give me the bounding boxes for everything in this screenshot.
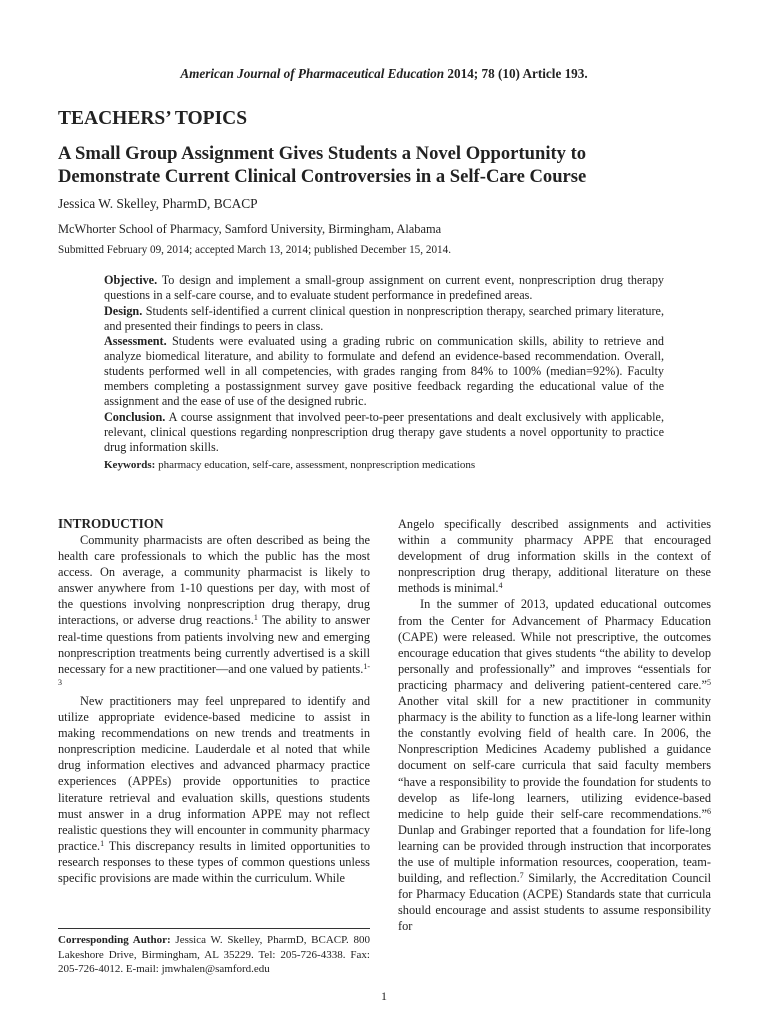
journal-citation: 2014; 78 (10) Article 193.	[447, 66, 588, 81]
title-line-2: Demonstrate Current Clinical Controversies in a Self-Care Course	[58, 166, 587, 187]
abstract-objective	[104, 273, 664, 303]
introduction-heading: INTRODUCTION	[58, 516, 164, 531]
right-p2-text-b: Another vital skill for a new practitioner in community pharmacy is the ability to function as a life-long learner within the constantly evolving field of health care. In 2006, the Nonprescription Medicines Academy published a guidance document on self-care curricula that said faculty members “have a responsibility to provide the foundation for students to develop as life-long learners, utilizing evidence-based medicine to help guide their self-care recommendations.”	[398, 694, 711, 821]
citation-ref: 1	[253, 613, 258, 623]
intro-p2-text-a: New practitioners may feel unprepared to identify and utilize appropriate evidence-based medicine to assist in making recommendations on new trends and treatments in nonprescription medicine. Lauderdale et al noted that while drug information electives and advanced pharmacy practice experiences (APPEs) provide opportunities to practice literature retrieval and evaluation skills, questions students must answer in a drug information APPE may not reflect realistic questions they will encounter in community pharmacy practice.	[58, 693, 370, 853]
right-column	[398, 516, 711, 934]
keywords-text: pharmacy education, self-care, assessment, nonprescription medications	[158, 458, 476, 471]
right-paragraph-1	[398, 516, 711, 596]
affiliation: McWhorter School of Pharmacy, Samford University, Birmingham, Alabama	[58, 222, 442, 236]
journal-header	[0, 66, 768, 82]
right-paragraph-2	[398, 596, 711, 934]
design-label: Design.	[104, 303, 143, 318]
conclusion-label: Conclusion.	[104, 409, 166, 424]
right-p2-text-c: Dunlap and Grabinger reported that a foundation for life-long learning can be provided through instruction that incorporates the use of multiple information resources, cooperation, team-building, and reflection.	[398, 822, 711, 886]
right-p1-text: Angelo specifically described assignments and activities within a community pharmacy APPE that encouraged development of drug information skills in the context of nonprescription drug therapy, additional literature on these methods is minimal.	[398, 517, 711, 596]
footnote-divider	[58, 928, 370, 929]
design-text: Students self-identified a current clinical question in nonprescription therapy, searched primary literature, and presented their findings to peers in class.	[104, 303, 665, 333]
footnote-label: Corresponding Author:	[58, 934, 171, 946]
intro-paragraph-1	[58, 532, 370, 693]
right-p2-text-d: Similarly, the Accreditation Council for Pharmacy Education (ACPE) Standards state that curricula should encourage and assist students to assume responsibility for	[398, 871, 711, 934]
conclusion-text: A course assignment that involved peer-to-peer presentations and dealt exclusively with applicable, relevant, clinical questions regarding nonprescription drug therapy gave students a novel opportunity to practice drug information skills.	[104, 409, 664, 454]
citation-ref: 4	[498, 581, 503, 591]
footnote-text: Jessica W. Skelley, PharmD, BCACP. 800 Lakeshore Drive, Birmingham, AL 35229. Tel: 205-726-4338. Fax: 205-726-4012. E-mail: jmwhalen@samford.edu	[58, 934, 371, 975]
abstract-design	[104, 304, 664, 334]
left-column	[58, 516, 370, 886]
objective-label: Objective.	[104, 273, 158, 287]
intro-p1-text-b: The ability to answer real-time questions from patients involving new and emerging nonprescription treatments being currently advertised is a skill necessary for a new practitioner—and one valued by patients.	[58, 613, 370, 676]
corresponding-author-footnote	[58, 933, 370, 977]
intro-p1-text-a: Community pharmacists are often described as being the health care professionals to which the public has the most access. On average, a community pharmacist is likely to answer anywhere from 1-10 questions per day, with most of the questions involving nonprescription drug therapy, drug interactions, or adverse drug reactions.	[58, 533, 370, 628]
abstract-assessment	[104, 334, 664, 409]
keywords-label: Keywords:	[104, 458, 156, 471]
intro-p2-text-b: This discrepancy results in limited opportunities to research responses to these types of common questions unless specific provisions are made within the curriculum. While	[58, 838, 370, 885]
citation-ref: 6	[707, 806, 711, 816]
article-title	[58, 142, 718, 188]
citation-ref: 7	[519, 871, 524, 881]
keywords	[104, 458, 664, 473]
abstract	[104, 273, 664, 473]
section-label: TEACHERS’ TOPICS	[58, 108, 248, 129]
citation-ref: 1	[100, 838, 105, 848]
objective-text: To design and implement a small-group assignment on current event, nonprescription drug therapy questions in a self-care course, and to evaluate student performance in predefined areas.	[104, 273, 665, 302]
assessment-text: Students were evaluated using a grading rubric on communication skills, ability to retrieve and analyze biomedical literature, and ability to formulate and defend an evidence-based recommendation. Overall, students performed well in all competencies, with grades ranging from 84% to 100% (median=92%). Faculty members completing a postassignment survey gave positive feedback regarding the educational value of the assignment and the ease of use of the designed rubric.	[104, 334, 665, 409]
right-p2-text-a: In the summer of 2013, updated educational outcomes from the Center for Advancement of Pharmacy Education (CAPE) were released. While not prescriptive, the outcomes encourage education that gives students “the ability to develop personally and professionally” and improves “essentials for practicing pharmacy and delivering patient-centered care.”	[398, 597, 711, 692]
title-line-1: A Small Group Assignment Gives Students a Novel Opportunity to	[58, 143, 587, 164]
page-number: 1	[381, 989, 387, 1003]
intro-paragraph-2	[58, 693, 370, 886]
citation-ref: 1-3	[58, 661, 370, 687]
assessment-label: Assessment.	[104, 334, 167, 349]
citation-ref: 5	[707, 677, 711, 687]
submission-dates: Submitted February 09, 2014; accepted March 13, 2014; published December 15, 2014.	[58, 244, 452, 256]
author-line: Jessica W. Skelley, PharmD, BCACP	[58, 196, 258, 211]
journal-name: American Journal of Pharmaceutical Education	[180, 66, 445, 81]
abstract-conclusion	[104, 410, 664, 455]
